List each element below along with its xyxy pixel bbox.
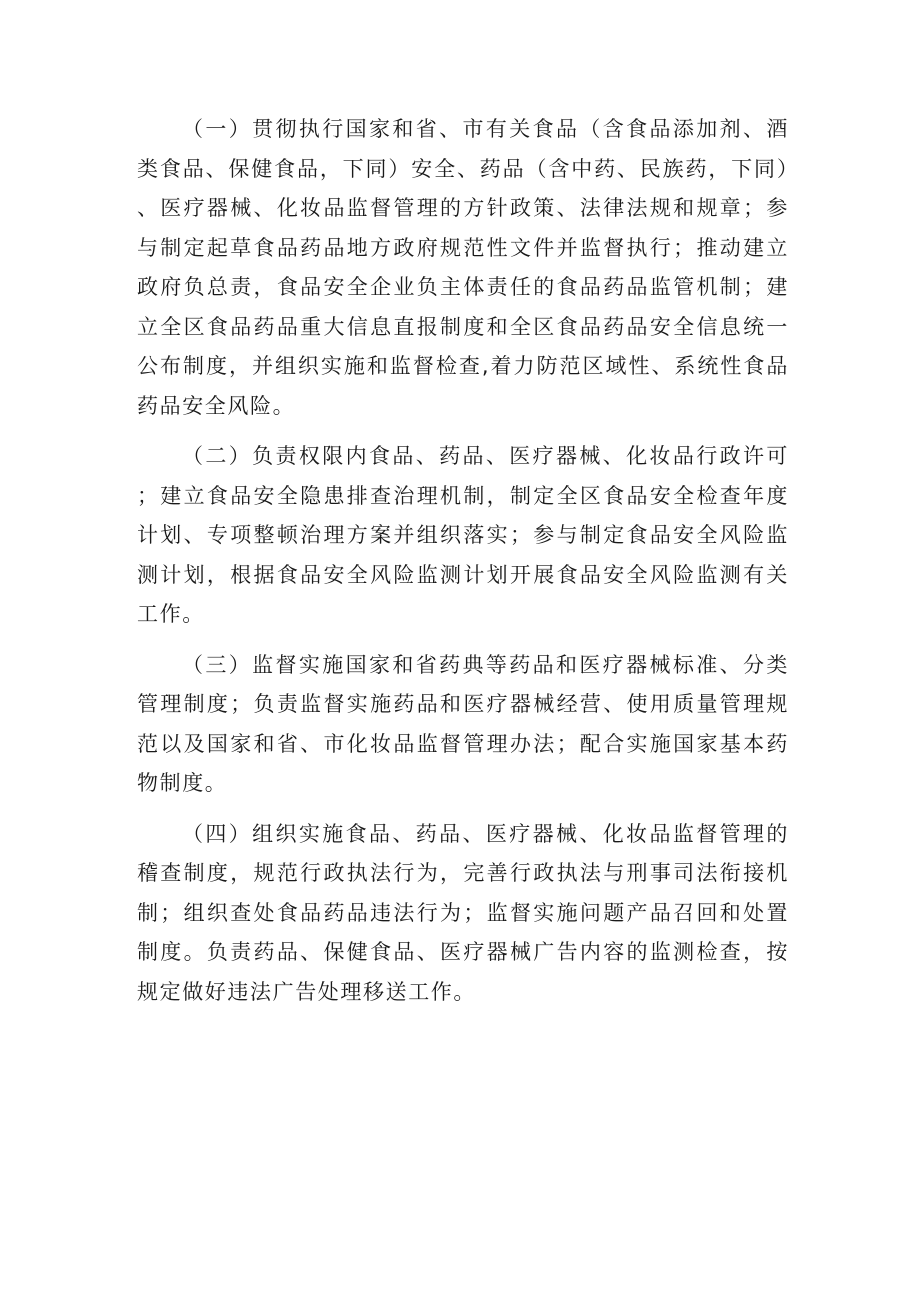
paragraph-3: （三）监督实施国家和省药典等药品和医疗器械标准、分类管理制度；负责监督实施药品和医疗器械经营、使用质量管理规范以及国家和省、市化妆品监督管理办法；配合实施国家基本药物制度。 <box>137 652 789 795</box>
paragraph-4: （四）组织实施食品、药品、医疗器械、化妆品监督管理的稽查制度，规范行政执法行为，完善行政执法与刑事司法衔接机制；组织查处食品药品违法行为；监督实施问题产品召回和处置制度。负责药品、保健食品、医疗器械广告内容的监测检查，按规定做好违法广告处理移送工作。 <box>137 821 789 1004</box>
paragraph-2: （二）负责权限内食品、药品、医疗器械、化妆品行政许可；建立食品安全隐患排查治理机制，制定全区食品安全检查年度计划、专项整顿治理方案并组织落实；参与制定食品安全风险监测计划，根据食品安全风险监测计划开展食品安全风险监测有关工作。 <box>137 444 789 626</box>
paragraph-1: （一）贯彻执行国家和省、市有关食品（含食品添加剂、酒类食品、保健食品，下同）安全、药品（含中药、民族药，下同）、医疗器械、化妆品监督管理的方针政策、法律法规和规章；参与制定起草食品药品地方政府规范性文件并监督执行；推动建立政府负总责，食品安全企业负主体责任的食品药品监管机制；建立全区食品药品重大信息直报制度和全区食品药品安全信息统一公布制度，并组织实施和监督检查,着力防范区域性、系统性食品药品安全风险。 <box>137 117 789 418</box>
document-body <box>137 110 789 1023</box>
